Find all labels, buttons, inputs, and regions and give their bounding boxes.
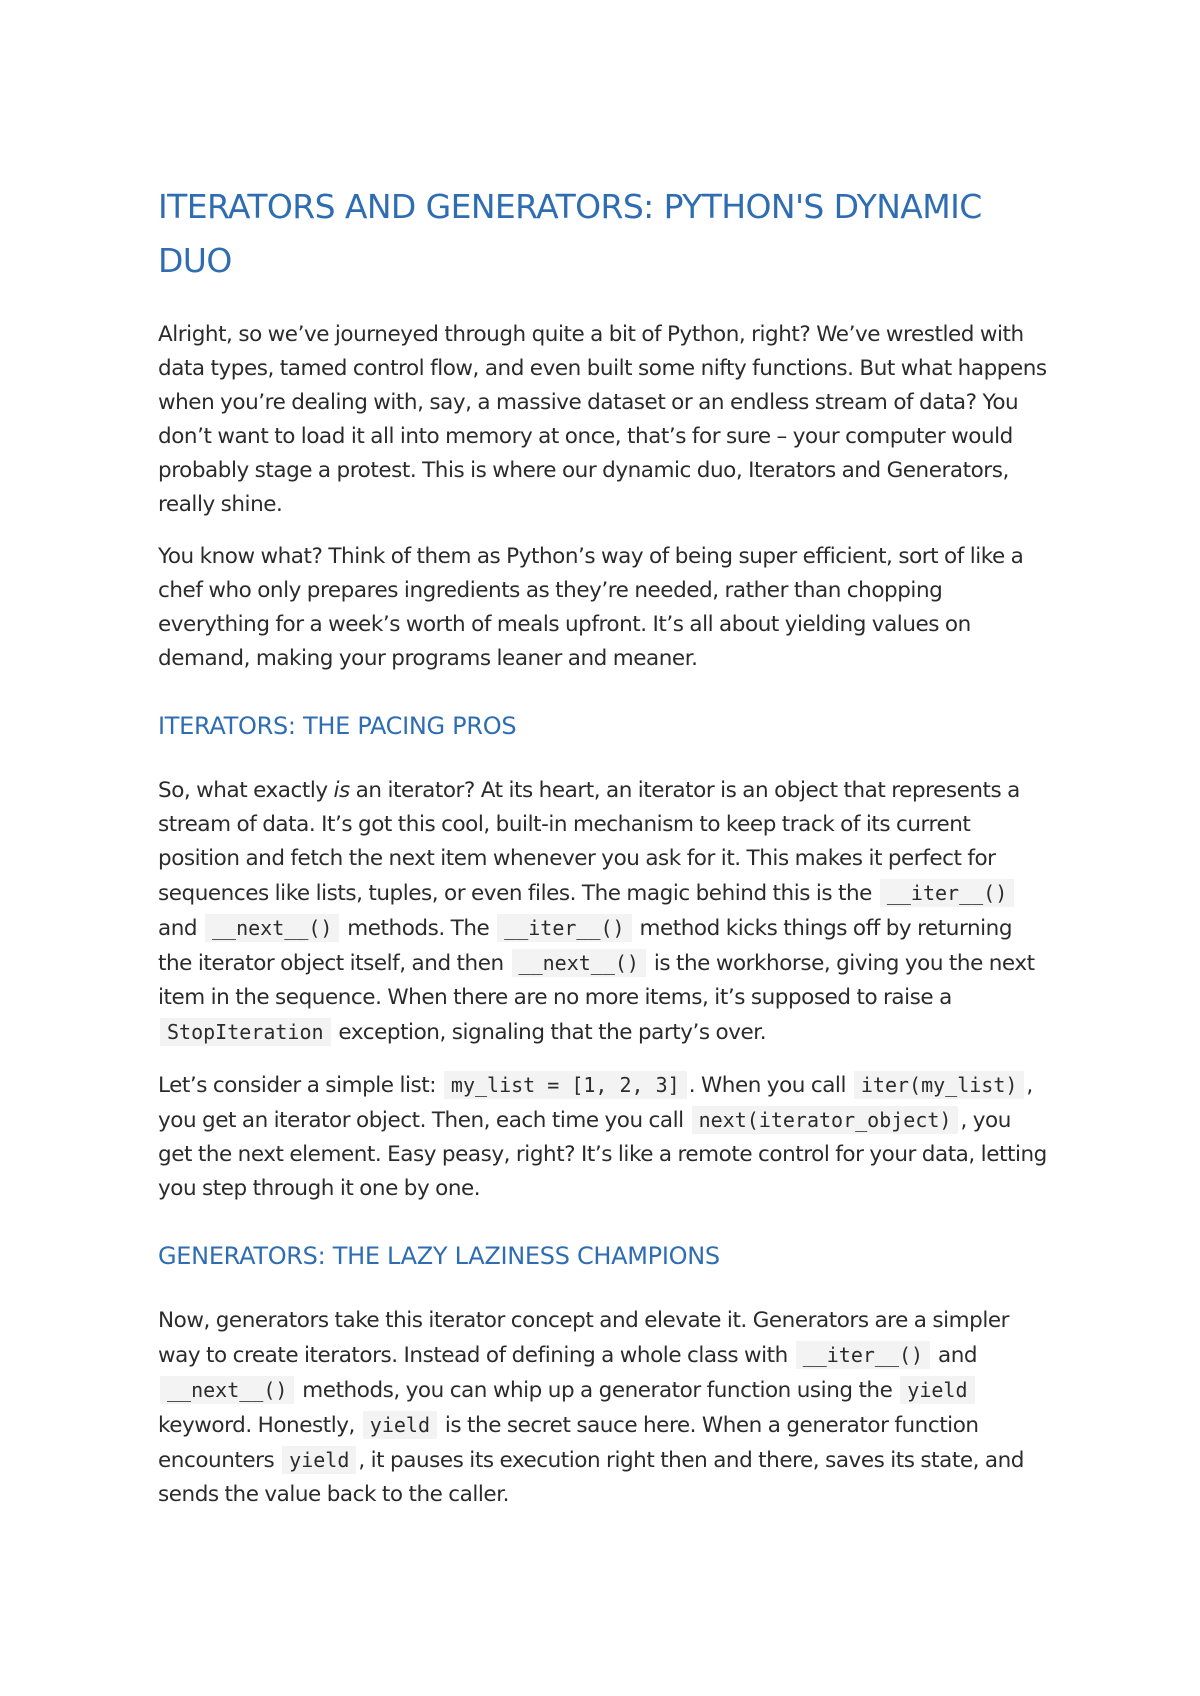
page-title: ITERATORS AND GENERATORS: PYTHON'S DYNAMIC DUO — [158, 187, 982, 280]
inline-code: yield — [282, 1446, 356, 1474]
text-run: is the secret sauce here. When a generator function encounters — [158, 1413, 979, 1473]
inline-code: __next__() — [512, 949, 646, 977]
emphasis: is — [333, 778, 350, 803]
text-run: Let’s consider a simple list: — [158, 1073, 442, 1098]
inline-code: __iter__() — [796, 1341, 930, 1369]
iterators-paragraph-1 — [158, 774, 1050, 1050]
text-run: Now, generators take this iterator concept and elevate it. Generators are a simpler way to create iterators. Instead of defining a whole class with — [158, 1308, 1010, 1368]
text-run: . When you call — [688, 1073, 852, 1098]
inline-code: next(iterator_object) — [692, 1106, 959, 1134]
inline-code: StopIteration — [160, 1018, 331, 1046]
text-run: method kicks things off by returning the iterator object itself, and then — [158, 916, 1013, 976]
inline-code: __next__() — [205, 914, 339, 942]
inline-code: yield — [900, 1376, 974, 1404]
text-run: methods. The — [341, 916, 496, 941]
text-run: keyword. Honestly, — [158, 1413, 361, 1438]
inline-code: __iter__() — [880, 879, 1014, 907]
intro-paragraph-1: Alright, so we’ve journeyed through quite a bit of Python, right? We’ve wrestled with data types, tamed control flow, and even built some nifty functions. But what happens when you’re dealing with, say, a massive dataset or an endless stream of data? You don’t want to load it all into memory at once, that’s for sure – your computer would probably stage a protest. This is where our dynamic duo, Iterators and Generators, really shine. — [158, 322, 1047, 517]
inline-code: __next__() — [160, 1376, 294, 1404]
text-run: exception, signaling that the party’s over. — [332, 1020, 767, 1045]
inline-code: yield — [363, 1411, 437, 1439]
text-run: methods, you can whip up a generator function using the — [296, 1378, 899, 1403]
generators-paragraph-1 — [158, 1304, 1050, 1512]
text-run: , it pauses its execution right then and there, saves its state, and sends the value back to the caller. — [158, 1448, 1024, 1507]
text-run: , you get an iterator object. Then, each time you call — [158, 1073, 1033, 1133]
generators-heading: GENERATORS: THE LAZY LAZINESS CHAMPIONS — [158, 1242, 720, 1270]
inline-code: iter(my_list) — [854, 1071, 1025, 1099]
intro-paragraph-2: You know what? Think of them as Python’s way of being super efficient, sort of like a chef who only prepares ingredients as they’re needed, rather than chopping everything for a week’s worth of meals upfront. It’s all about yielding values on demand, making your programs leaner and meaner. — [158, 544, 1024, 671]
text-run: an iterator? At its heart, an iterator is an object that represents a stream of data. It’s got this cool, built-in mechanism to keep track of its current position and fetch the next item whenever you ask for it. This makes it perfect for sequences like lists, tuples, or even files. The magic behind this is the — [158, 778, 1020, 906]
text-run: , you get the next element. Easy peasy, right? It’s like a remote control for your data, letting you step through it one by one. — [158, 1108, 1047, 1201]
document-body — [158, 180, 1050, 1530]
text-run: So, what exactly — [158, 778, 334, 803]
inline-code: __iter__() — [497, 914, 631, 942]
text-run: is the workhorse, giving you the next item in the sequence. When there are no more items, it’s supposed to raise a — [158, 951, 1035, 1010]
text-run: and — [158, 916, 203, 941]
inline-code: my_list = [1, 2, 3] — [444, 1071, 687, 1099]
iterators-paragraph-2 — [158, 1068, 1050, 1206]
iterators-heading: ITERATORS: THE PACING PROS — [158, 712, 517, 740]
text-run: and — [932, 1343, 978, 1368]
